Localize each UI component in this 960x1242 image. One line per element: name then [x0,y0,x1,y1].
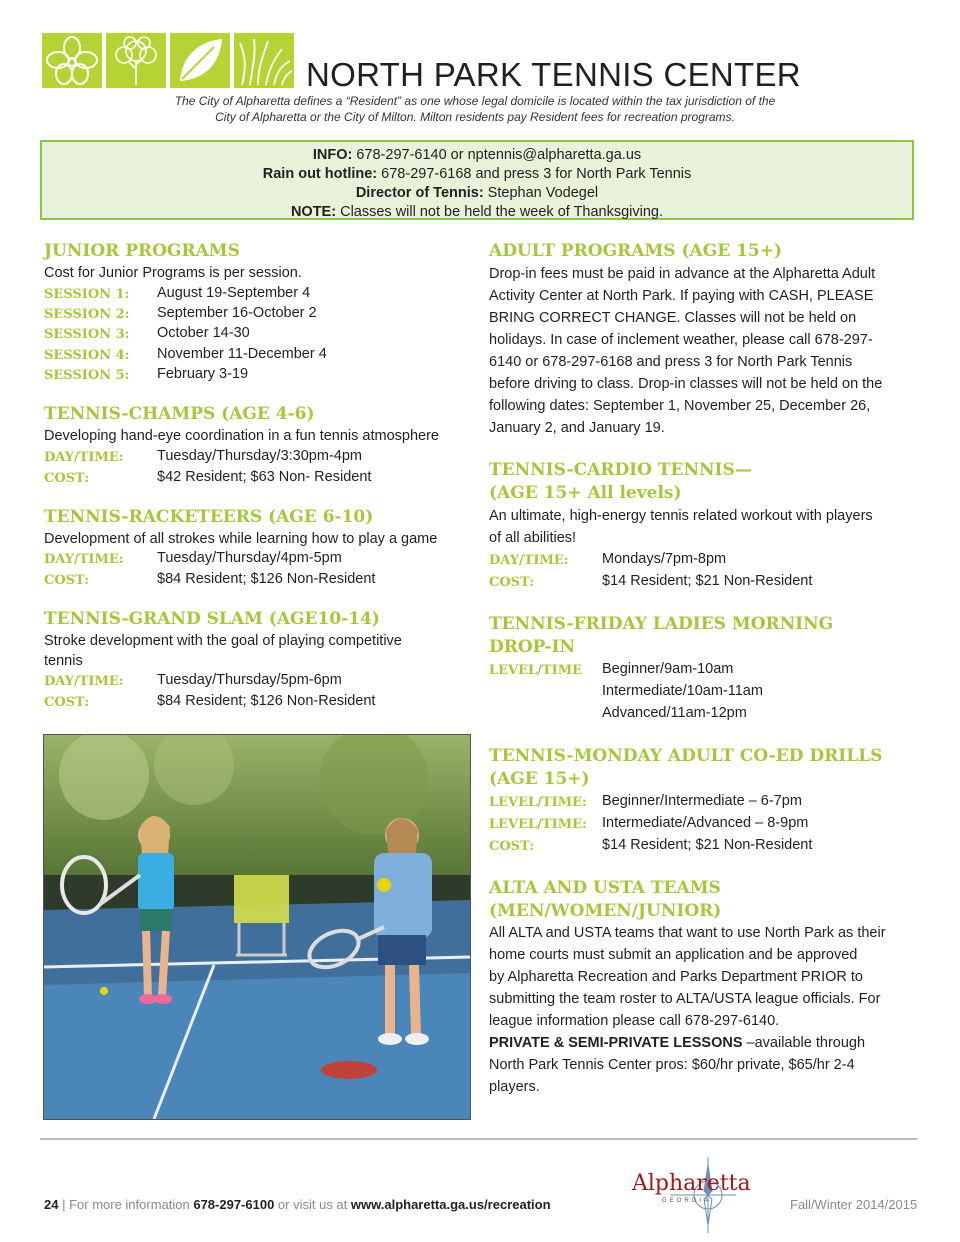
cost-value: $84 Resident; $126 Non-Resident [157,571,376,587]
grandslam-description: Stroke development with the goal of playing competitive [44,633,402,649]
daytime-value: Tuesday/Thursday/3:30pm-4pm [157,448,362,464]
cardio-heading-age: (AGE 15+ All levels) [489,483,682,503]
daytime-label: DAY/TIME: [44,552,124,567]
footer-phone: 678-297-6100 [193,1197,275,1212]
junior-programs-heading: JUNIOR PROGRAMS [44,241,240,261]
adult-text-line: Drop-in fees must be paid in advance at the Alpharetta Adult [489,266,876,282]
cost-label: COST: [44,573,90,588]
resident-definition: The City of Alpharetta defines a “Resident” as one whose legal domicile is located within the tax jurisdiction of the City of Alpharetta or the City of Milton. Milton residents pay Resident fees for recreation programs. [174,94,776,124]
ladies-heading: TENNIS-FRIDAY LADIES MORNING [489,614,834,634]
footer-url[interactable]: www.alpharetta.ga.us/recreation [350,1197,551,1212]
alpharetta-logo: Alpharetta GEORGIA [628,1155,738,1235]
tree-icon [106,33,166,88]
page-title: NORTH PARK TENNIS CENTER [306,56,801,93]
cost-value: $14 Resident; $21 Non-Resident [602,573,813,589]
season-label: Fall/Winter 2014/2015 [790,1197,918,1212]
alta-text-line: submitting the team roster to ALTA/USTA league officials. For [489,991,881,1007]
ladies-heading-dropin: DROP-IN [489,637,576,657]
cardio-description: of all abilities! [489,530,577,546]
session-dates: November 11-December 4 [157,346,327,362]
lessons-line: players. [489,1079,540,1095]
daytime-label: DAY/TIME: [44,450,124,465]
racketeers-description: Development of all strokes while learning how to play a game [44,531,438,547]
footer-divider [40,1138,917,1140]
session-dates: February 3-19 [157,366,249,382]
daytime-value: Tuesday/Thursday/5pm-6pm [157,672,342,688]
alta-heading-sub: (MEN/WOMEN/JUNIOR) [489,901,722,921]
adult-programs-heading: ADULT PROGRAMS (AGE 15+) [489,241,783,261]
adult-text-line: holidays. In case of inclement weather, please call 678-297- [489,332,873,348]
level-value: Intermediate/Advanced – 8-9pm [602,815,809,831]
daytime-label: DAY/TIME: [489,553,569,568]
daytime-value: Tuesday/Thursday/4pm-5pm [157,550,342,566]
junior-cost-note: Cost for Junior Programs is per session. [44,265,302,281]
adult-text-line: before driving to class. Drop-in classes will not be held on the [489,376,883,392]
grandslam-heading: TENNIS-GRAND SLAM (AGE10-14) [44,609,380,629]
alta-text-line: league information please call 678-297-6140. [489,1013,780,1029]
alta-heading: ALTA AND USTA TEAMS [489,878,721,898]
adult-text-line: Activity Center at North Park. If paying with CASH, PLEASE [489,288,874,304]
coed-heading: TENNIS-MONDAY ADULT CO-ED DRILLS [489,746,883,766]
session-dates: August 19-September 4 [157,285,311,301]
cost-label: COST: [489,575,535,590]
cost-value: $14 Resident; $21 Non-Resident [602,837,813,853]
level-value: Beginner/Intermediate – 6-7pm [602,793,802,809]
grandslam-description: tennis [44,653,83,669]
level-time-label: LEVEL/TIME [489,663,582,678]
racketeers-heading: TENNIS-RACKETEERS (AGE 6-10) [44,507,374,527]
session-label: SESSION 5: [44,368,130,383]
cost-value: $42 Resident; $63 Non- Resident [157,469,372,485]
session-dates: October 14-30 [157,325,250,341]
flower-icon [42,33,102,88]
level-value: Intermediate/10am-11am [602,683,763,699]
level-time-label: LEVEL/TIME: [489,795,587,810]
level-value: Beginner/9am-10am [602,661,734,677]
adult-text-line: following dates: September 1, November 25, December 26, [489,398,871,414]
cost-label: COST: [44,695,90,710]
session-dates: September 16-October 2 [157,305,317,321]
session-label: SESSION 2: [44,307,130,322]
coed-heading-age: (AGE 15+) [489,769,590,789]
lessons-line: North Park Tennis Center pros: $60/hr private, $65/hr 2-4 [489,1057,855,1073]
adult-text-line: 6140 or 678-297-6168 and press 3 for North Park Tennis [489,354,853,370]
adult-text-line: BRING CORRECT CHANGE. Classes will not be held on [489,310,857,326]
cost-label: COST: [489,839,535,854]
session-label: SESSION 3: [44,327,130,342]
cardio-heading: TENNIS-CARDIO TENNIS— [489,460,752,480]
level-value: Advanced/11am-12pm [602,705,747,721]
leaf-icon [170,33,230,88]
footer-info: 24 | For more information 678-297-6100 or visit us at www.alpharetta.ga.us/recreation [44,1197,551,1212]
alta-text-line: by Alpharetta Recreation and Parks Department PRIOR to [489,969,863,985]
adult-text-line: January 2, and January 19. [489,420,665,436]
alta-text-line: home courts must submit an application and be approved [489,947,858,963]
cost-value: $84 Resident; $126 Non-Resident [157,693,376,709]
level-time-label: LEVEL/TIME: [489,817,587,832]
alta-text-line: All ALTA and USTA teams that want to use North Park as their [489,925,886,941]
info-box: INFO: 678-297-6140 or nptennis@alpharetta.ga.us Rain out hotline: 678-297-6168 and press 3 for North Park Tennis Director of Tennis: Stephan Vodegel NOTE: Classes will not be held the week of Thanksgiving. [40,140,914,220]
daytime-value: Mondays/7pm-8pm [602,551,727,567]
tennis-photo [43,734,471,1120]
cardio-description: An ultimate, high-energy tennis related workout with players [489,508,873,524]
session-label: SESSION 1: [44,287,130,302]
session-label: SESSION 4: [44,348,130,363]
champs-description: Developing hand-eye coordination in a fun tennis atmosphere [44,428,439,444]
champs-heading: TENNIS-CHAMPS (AGE 4-6) [44,404,315,424]
daytime-label: DAY/TIME: [44,674,124,689]
grass-icon [234,33,294,88]
lessons-line: PRIVATE & SEMI-PRIVATE LESSONS –available through [489,1035,866,1051]
cost-label: COST: [44,471,90,486]
